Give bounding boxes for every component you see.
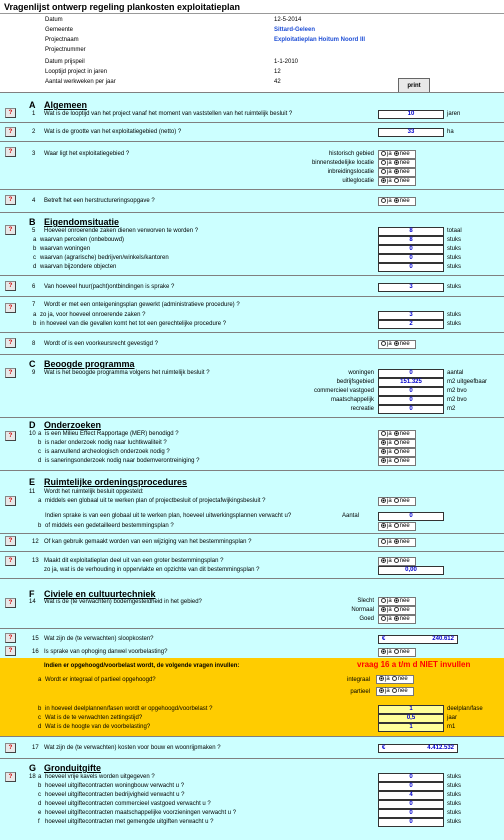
question-number: 15 (32, 636, 39, 642)
section-title: Ruimtelijke ordeningsprocedures (44, 477, 188, 487)
section-title: Eigendomsituatie (44, 217, 120, 227)
header-value[interactable]: 42 (274, 79, 281, 85)
option-label: inbreidingslocatie (327, 169, 374, 175)
answer-input[interactable]: 151.325 (378, 378, 444, 387)
program-label: bedrijfsgebied (336, 379, 374, 385)
sub-text: zo ja, wat is de verhouding in oppervlakte en opzichte van dit bestemmingsplan ? (44, 567, 260, 573)
radio-nee-icon[interactable] (394, 598, 399, 603)
unit-label: stuks (447, 810, 462, 816)
radio-ja-icon[interactable] (381, 198, 386, 203)
header-value[interactable]: 1-1-2010 (274, 59, 299, 65)
sub-letter: a (38, 431, 42, 437)
sub-letter: a (38, 498, 42, 504)
unit-label: stuks (447, 284, 462, 290)
section-title: Civiele en cultuurtechniek (44, 589, 156, 599)
option-label: integraal (346, 677, 370, 683)
yes-no-radio[interactable]: ja nee (378, 177, 416, 186)
unit-label: totaal (447, 228, 462, 234)
radio-nee-icon[interactable] (394, 160, 399, 165)
unit-label: m2 (447, 406, 456, 412)
unit-label: stuks (447, 321, 462, 327)
unit-label: stuks (447, 246, 462, 252)
help-button[interactable]: ? (5, 281, 16, 291)
yes-no-radio[interactable]: ja nee (378, 150, 416, 159)
unit-label: ha (447, 129, 454, 135)
radio-nee-icon[interactable] (394, 151, 399, 156)
question-text: Maakt dit exploitatieplan deel uit van een groter bestemmingsplan ? (44, 558, 224, 564)
amount-value: 4.412.532 (427, 745, 454, 751)
answer-input[interactable]: 0 (378, 263, 444, 272)
sub-letter: d (38, 801, 42, 807)
divider (0, 332, 504, 333)
header-label: Aantal werkweken per jaar (45, 79, 116, 85)
question-text: Betreft het een herstructureringsopgave ? (44, 198, 155, 204)
header-label: Datum (45, 17, 63, 23)
unit-label: stuks (447, 255, 462, 261)
divider (0, 296, 504, 297)
print-button[interactable]: print (398, 78, 430, 94)
radio-ja-icon[interactable] (379, 688, 384, 693)
project-header (0, 14, 504, 92)
divider (0, 470, 504, 471)
question-number: 10 (29, 431, 36, 437)
question-number: 17 (32, 745, 39, 751)
answer-input[interactable]: 8 (378, 227, 444, 236)
divider (0, 758, 504, 759)
section-letter: A (29, 100, 36, 110)
sub-letter: d (38, 724, 42, 730)
sub-letter: c (38, 792, 41, 798)
help-button[interactable]: ? (5, 225, 16, 235)
unit-label: stuks (447, 264, 462, 270)
option-label: Slecht (357, 598, 374, 604)
sub-letter: c (38, 449, 41, 455)
unit-label: m2 uitgeefbaar (447, 379, 488, 385)
sub-text: waarvan woningen (40, 246, 91, 252)
section-title: Beoogde programma (44, 359, 135, 369)
question-text: Hoeveel onroerende zaken dienen verworven te worden ? (44, 228, 199, 234)
section-letter: B (29, 217, 36, 227)
question-text: Wordt of is een voorkeursrecht gevestigd ? (44, 341, 158, 347)
sub-text: waarvan percelen (onbebouwd) (40, 237, 125, 243)
option-label: uitleglocatie (342, 178, 374, 184)
header-value[interactable]: 12-5-2014 (274, 17, 302, 23)
radio-ja-icon[interactable] (379, 676, 384, 681)
unit-label: stuks (447, 801, 462, 807)
header-label: Gemeente (45, 27, 74, 33)
unit-label: stuks (447, 774, 462, 780)
section-letter: G (29, 763, 37, 773)
sub-text: is saneringsonderzoek nodig naar bodemverontreiniging ? (45, 458, 200, 464)
question-number: 1 (32, 111, 36, 117)
title-bar (0, 0, 504, 14)
help-button[interactable]: ? (5, 108, 16, 118)
answer-input[interactable]: 0 (378, 254, 444, 263)
question-number: 2 (32, 129, 36, 135)
sub-letter: c (38, 715, 41, 721)
option-label: binnenstedelijke locatie (311, 160, 374, 166)
unit-label: stuks (447, 783, 462, 789)
unit-label: m1 (447, 724, 456, 730)
unit-label: stuks (447, 312, 462, 318)
radio-nee-icon[interactable] (394, 198, 399, 203)
sub-letter: d (38, 458, 42, 464)
sub-letter: c (33, 255, 36, 261)
sub-text: Wordt er integraal of partieel opgehoogd? (45, 677, 156, 683)
radio-nee-icon[interactable] (394, 169, 399, 174)
divider (0, 533, 504, 534)
question-number: 14 (29, 599, 36, 605)
divider (0, 212, 504, 213)
section-title: Algemeen (44, 100, 88, 110)
radio-nee-icon[interactable] (394, 449, 399, 454)
radio-nee-icon[interactable] (394, 341, 399, 346)
program-label: commercieel vastgoed (313, 388, 374, 394)
help-button[interactable]: ? (5, 633, 16, 643)
divider (0, 354, 504, 355)
answer-input[interactable]: 0 (378, 387, 444, 396)
answer-input[interactable]: 10 (378, 110, 444, 119)
yes-no-radio[interactable]: ja nee (376, 675, 414, 684)
header-value[interactable]: Sittard-Geleen (274, 27, 316, 33)
header-value[interactable]: Exploitatieplan Hoitum Noord III (274, 37, 366, 43)
option-label: historisch gebied (328, 151, 374, 157)
sub-letter: a (33, 237, 37, 243)
radio-nee-icon[interactable] (394, 523, 399, 528)
program-label: maatschappelijk (330, 397, 374, 403)
answer-input[interactable]: 3 (378, 283, 444, 292)
yes-no-radio[interactable]: ja nee (376, 687, 414, 696)
page-title: Vragenlijst ontwerp regeling plankosten exploitatieplan (4, 2, 241, 12)
help-button[interactable]: ? (5, 743, 16, 753)
sub-letter: b (38, 783, 42, 789)
answer-input[interactable]: 2 (378, 320, 444, 329)
currency-symbol: € (382, 636, 386, 642)
sub-text: hoeveel vrije kavels worden uitgegeven ? (45, 774, 155, 780)
question-number: 18 (29, 774, 36, 780)
answer-input[interactable]: 0,00 (378, 566, 444, 575)
question-number: 16 (32, 649, 39, 655)
answer-input[interactable]: 0 (378, 800, 444, 809)
question-text: Wat zijn de (te verwachten) sloopkosten? (44, 636, 154, 642)
sub-text: hoeveel uitgiftecontracten met gemengde uitgiften verwacht u ? (45, 819, 214, 825)
help-button[interactable]: ? (5, 195, 16, 205)
radio-ja-icon[interactable] (381, 598, 386, 603)
yes-no-radio[interactable]: ja nee (378, 159, 416, 168)
sub-text: of middels een gedetailleerd bestemmingsplan ? (45, 523, 174, 529)
answer-input[interactable]: 0 (378, 245, 444, 254)
unit-label: aantal (447, 370, 464, 376)
radio-nee-icon[interactable] (394, 539, 399, 544)
divider (0, 141, 504, 142)
yes-no-radio[interactable]: ja nee (378, 522, 416, 531)
radio-ja-icon[interactable] (381, 440, 386, 445)
sub-text: Indien sprake is van een globaal uit te werken plan, hoeveel uitwerkingsplannen verwacht u? (45, 513, 292, 519)
amount-value: 240.612 (432, 636, 454, 642)
help-button[interactable]: ? (5, 303, 16, 313)
sub-text: hoeveel uitgiftecontracten commercieel vastgoed verwacht u ? (45, 801, 211, 807)
sub-text: is een Milieu Effect Rapportage (MER) benodigd ? (45, 431, 179, 437)
help-button[interactable]: ? (5, 646, 16, 656)
header-label: Looptijd project in jaren (45, 69, 108, 75)
help-button[interactable]: ? (5, 368, 16, 378)
radio-ja-icon[interactable] (381, 178, 386, 183)
sub-text: in hoeveel deelplannen/fasen wordt er opgehoogd/voorbelast ? (45, 706, 213, 712)
header-value[interactable]: 12 (274, 69, 281, 75)
sub-text: hoeveel uitgiftecontracten bedrijvigheid verwacht u ? (45, 792, 185, 798)
answer-input[interactable]: 0 (378, 396, 444, 405)
radio-ja-icon[interactable] (381, 498, 386, 503)
radio-nee-icon[interactable] (394, 558, 399, 563)
sub-letter: a (33, 312, 37, 318)
sub-text: Wat is de hoogte van de voorbelasting? (45, 724, 151, 730)
question-number: 8 (32, 341, 36, 347)
sub-text: waarvan (agrarische) bedrijven/winkels/kantoren (40, 255, 169, 261)
question-text: Wat is de grootte van het exploitatiegebied (netto) ? (44, 129, 182, 135)
radio-ja-icon[interactable] (381, 151, 386, 156)
question-number: 5 (32, 228, 36, 234)
radio-ja-icon[interactable] (381, 341, 386, 346)
warning-text: vraag 16 a t/m d NIET invullen (357, 660, 471, 669)
unit-label: jaar (447, 715, 458, 721)
radio-nee-icon[interactable] (394, 431, 399, 436)
header-label: Projectnaam (45, 37, 79, 43)
answer-input[interactable]: 0 (378, 818, 444, 827)
sub-text: Wat is de te verwachten zettingstijd? (45, 715, 143, 721)
answer-input[interactable]: 0 (378, 773, 444, 782)
option-label: partieel (350, 689, 370, 695)
program-label: woningen (348, 370, 374, 376)
unit-label: m2 bvo (447, 388, 467, 394)
question-text: Van hoeveel huur(pacht)ontbindingen is sprake ? (44, 284, 175, 290)
sub-text: hoeveel uitgiftecontracten woningbouw verwacht u ? (45, 783, 185, 789)
question-text: Wordt er met een onteigeningsplan gewerkt (administratieve procedure) ? (44, 302, 240, 308)
divider (0, 628, 504, 629)
yes-no-radio[interactable]: ja nee (378, 497, 416, 506)
answer-input[interactable]: 1 (378, 723, 444, 732)
sub-letter: b (33, 246, 37, 252)
help-button[interactable]: ? (5, 127, 16, 137)
answer-input[interactable]: 33 (378, 128, 444, 137)
divider (0, 736, 504, 737)
question-number: 4 (32, 198, 36, 204)
option-label: Normaal (351, 607, 374, 613)
radio-nee-icon[interactable] (394, 440, 399, 445)
answer-input[interactable]: 0 (378, 809, 444, 818)
answer-input[interactable]: 0 (378, 512, 444, 521)
help-button[interactable]: ? (5, 431, 16, 441)
radio-nee-icon[interactable] (394, 178, 399, 183)
panel-intro: Indien er opgehoogd/voorbelast wordt, de volgende vragen invullen: (44, 663, 240, 669)
currency-input[interactable] (378, 744, 458, 753)
sub-letter: a (38, 774, 42, 780)
radio-ja-icon[interactable] (381, 649, 386, 654)
radio-ja-icon[interactable] (381, 539, 386, 544)
radio-ja-icon[interactable] (381, 169, 386, 174)
sub-letter: b (38, 706, 42, 712)
divider (0, 92, 504, 93)
radio-nee-icon[interactable] (392, 688, 397, 693)
question-number: 6 (32, 284, 36, 290)
currency-input[interactable] (378, 635, 458, 644)
yes-no-radio[interactable]: ja nee (378, 340, 416, 349)
sub-text: middels een globaal uit te werken plan of projectbesluit of projectafwijkingsbesluit ? (45, 498, 266, 504)
section-letter: C (29, 359, 36, 369)
question-text: Wat zijn de (te verwachten) kosten voor bouw en woonrijpmaken ? (44, 745, 221, 751)
yes-no-radio[interactable]: ja nee (378, 448, 416, 457)
radio-ja-icon[interactable] (381, 523, 386, 528)
yes-no-radio[interactable]: ja nee (378, 557, 416, 566)
question-text: Wordt het ruimtelijk besluit opgesteld: (44, 489, 144, 495)
question-text: Wat is de (te verwachten) bodemgesteldheid in het gebied? (44, 599, 202, 605)
radio-ja-icon[interactable] (381, 616, 386, 621)
header-label: Projectnummer (45, 47, 86, 53)
section-title: Onderzoeken (44, 420, 102, 430)
field-label: Aantal (342, 513, 360, 519)
sub-letter: e (38, 810, 42, 816)
section-letter: E (29, 477, 36, 487)
radio-nee-icon[interactable] (394, 498, 399, 503)
unit-label: stuks (447, 819, 462, 825)
sub-letter: b (33, 321, 37, 327)
divider (0, 122, 504, 123)
question-number: 11 (29, 489, 36, 495)
help-button[interactable]: ? (5, 338, 16, 348)
yes-no-radio[interactable]: ja nee (378, 197, 416, 206)
option-label: Goed (359, 616, 374, 622)
sub-text: is aanvullend archeologisch onderzoek nodig ? (45, 449, 170, 455)
yes-no-radio[interactable]: ja nee (378, 538, 416, 547)
yes-no-radio[interactable]: ja nee (378, 168, 416, 177)
sub-text: zo ja, voor hoeveel onroerende zaken ? (40, 312, 146, 318)
sub-text: waarvan bijzondere objecten (40, 264, 117, 270)
section-letter: F (29, 589, 35, 599)
answer-input[interactable]: 0 (378, 782, 444, 791)
answer-input[interactable]: 1 (378, 705, 444, 714)
unit-label: m2 bvo (447, 397, 467, 403)
divider (0, 578, 504, 579)
question-text: Of kan gebruik gemaakt worden van een wijziging van het bestemmingsplan ? (44, 539, 252, 545)
sub-text: in hoeveel van die gevallen komt het tot een gerechtelijke procedure ? (40, 321, 227, 327)
answer-input[interactable]: 4 (378, 791, 444, 800)
question-text: Is sprake van ophoging danwel voorbelasting? (44, 649, 168, 655)
radio-ja-icon[interactable] (381, 449, 386, 454)
yes-no-radio[interactable]: ja nee (378, 615, 416, 624)
help-button[interactable]: ? (5, 536, 16, 546)
unit-label: stuks (447, 792, 462, 798)
radio-nee-icon[interactable] (394, 458, 399, 463)
yes-no-radio[interactable]: ja nee (378, 606, 416, 615)
help-button[interactable]: ? (5, 772, 16, 782)
unit-label: deelplan/fase (447, 706, 483, 712)
sub-text: is nader onderzoek nodig naar luchtkwaliteit ? (45, 440, 167, 446)
section-letter: D (29, 420, 36, 430)
question-number: 12 (32, 539, 39, 545)
sub-letter: b (38, 523, 42, 529)
divider (0, 275, 504, 276)
help-button[interactable]: ? (5, 147, 16, 157)
help-button[interactable]: ? (5, 496, 16, 506)
radio-nee-icon[interactable] (392, 676, 397, 681)
divider (0, 551, 504, 552)
unit-label: jaren (447, 111, 461, 117)
divider (0, 189, 504, 190)
question-text: Wat is de looptijd van het project vanaf het moment van vaststellen van het ruimtelijk besluit ? (44, 111, 293, 117)
yes-no-radio[interactable]: ja nee (378, 439, 416, 448)
question-text: Waar ligt het exploitatiegebied ? (44, 151, 130, 157)
radio-ja-icon[interactable] (381, 607, 386, 612)
radio-ja-icon[interactable] (381, 458, 386, 463)
question-number: 7 (32, 302, 36, 308)
answer-input[interactable]: 0,5 (378, 714, 444, 723)
yes-no-radio[interactable]: ja nee (378, 457, 416, 466)
radio-ja-icon[interactable] (381, 160, 386, 165)
question-number: 3 (32, 151, 36, 157)
sub-letter: a (38, 677, 42, 683)
unit-label: stuks (447, 237, 462, 243)
answer-input[interactable]: 0 (378, 405, 444, 414)
header-label: Datum prijspeil (45, 59, 85, 65)
sub-text: hoeveel uitgiftecontracten maatschappelijke voorzieningen verwacht u ? (45, 810, 237, 816)
sub-letter: f (38, 819, 40, 825)
program-label: recreatie (350, 406, 374, 412)
answer-input[interactable]: 8 (378, 236, 444, 245)
help-button[interactable]: ? (5, 556, 16, 566)
sub-letter: b (38, 440, 42, 446)
radio-nee-icon[interactable] (394, 649, 399, 654)
yes-no-radio[interactable]: ja nee (378, 430, 416, 439)
yes-no-radio[interactable]: ja nee (378, 648, 416, 657)
radio-ja-icon[interactable] (381, 431, 386, 436)
section-title: Gronduitgifte (44, 763, 101, 773)
answer-input[interactable]: 3 (378, 311, 444, 320)
question-number: 13 (32, 558, 39, 564)
help-button[interactable]: ? (5, 598, 16, 608)
radio-nee-icon[interactable] (394, 616, 399, 621)
sub-letter: d (33, 264, 37, 270)
yes-no-radio[interactable]: ja nee (378, 597, 416, 606)
radio-ja-icon[interactable] (381, 558, 386, 563)
question-number: 9 (32, 370, 36, 376)
currency-symbol: € (382, 745, 386, 751)
divider (0, 417, 504, 418)
answer-input[interactable]: 0 (378, 369, 444, 378)
radio-nee-icon[interactable] (394, 607, 399, 612)
question-text: Wat is het beoogde programma volgens het ruimtelijk besluit ? (44, 370, 210, 376)
